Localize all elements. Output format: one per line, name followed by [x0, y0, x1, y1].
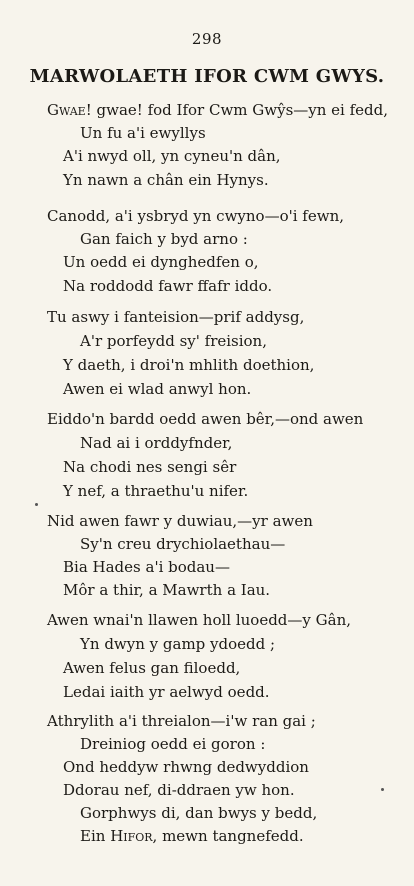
stanza-line: Awen ei wlad anwyl hon. — [63, 380, 252, 398]
stanza-line: Awen felus gan filoedd, — [63, 659, 241, 677]
stanza-line: Y nef, a thraethu'u nifer. — [63, 482, 249, 500]
stanza-line: Yn dwyn y gamp ydoedd ; — [80, 635, 276, 653]
stanza-line: Yn nawn a chân ein Hynys. — [63, 171, 269, 189]
stanza-line: Ein Hifor, mewn tangnefedd. — [80, 827, 304, 845]
stanza-line: Bia Hades a'i bodau— — [63, 558, 230, 576]
stanza-line: Ond heddyw rhwng dedwyddion — [63, 758, 309, 776]
stanza-line: Gwae! gwae! fod Ifor Cwm Gwŷs—yn ei fedd, — [47, 101, 389, 119]
stanza-line: Y daeth, i droi'n mhlith doethion, — [63, 356, 315, 374]
stanza-line: Nad ai i orddyfnder, — [80, 434, 233, 452]
stanza-line: A'i nwyd oll, yn cyneu'n dân, — [63, 147, 281, 165]
stanza-line: Na roddodd fawr ffafr iddo. — [63, 277, 273, 295]
stanza-line: Ledai iaith yr aelwyd oedd. — [63, 683, 270, 701]
stanza-line: Na chodi nes sengi sêr — [63, 458, 237, 476]
stanza-line: Un fu a'i ewyllys — [80, 124, 206, 142]
opening-word: Gwae! — [47, 101, 92, 119]
stanza-line: Awen wnai'n llawen holl luoedd—y Gân, — [47, 611, 351, 629]
stanza-line: Nid awen fawr y duwiau,—yr awen — [47, 512, 313, 530]
stanza-line: Un oedd ei dynghedfen o, — [63, 253, 259, 271]
stanza-line: Gorphwys di, dan bwys y bedd, — [80, 804, 318, 822]
stanza-line: Athrylith a'i threialon—i'w ran gai ; — [47, 712, 316, 730]
stanza-line: Môr a thir, a Mawrth a Iau. — [63, 581, 271, 599]
stanza-line: Ddorau nef, di-ddraen yw hon. — [63, 781, 295, 799]
stanza-line: Canodd, a'i ysbryd yn cwyno—o'i fewn, — [47, 207, 344, 225]
ink-speck — [381, 788, 384, 791]
stanza-line: Gan faich y byd arno : — [80, 230, 248, 248]
page-number: 298 — [191, 30, 223, 48]
ink-speck — [35, 503, 38, 506]
stanza-line: Eiddo'n bardd oedd awen bêr,—ond awen — [47, 410, 364, 428]
name-smallcaps: Hifor — [110, 827, 153, 845]
stanza-line: Sy'n creu drychiolaethau— — [80, 535, 286, 553]
stanza-line: A'r porfeydd sy' freision, — [80, 332, 267, 350]
poem-title: MARWOLAETH IFOR CWM GWYS. — [29, 66, 385, 87]
stanza-line: Tu aswy i fanteision—prif addysg, — [47, 308, 305, 326]
stanza-line: Dreiniog oedd ei goron : — [80, 735, 266, 753]
